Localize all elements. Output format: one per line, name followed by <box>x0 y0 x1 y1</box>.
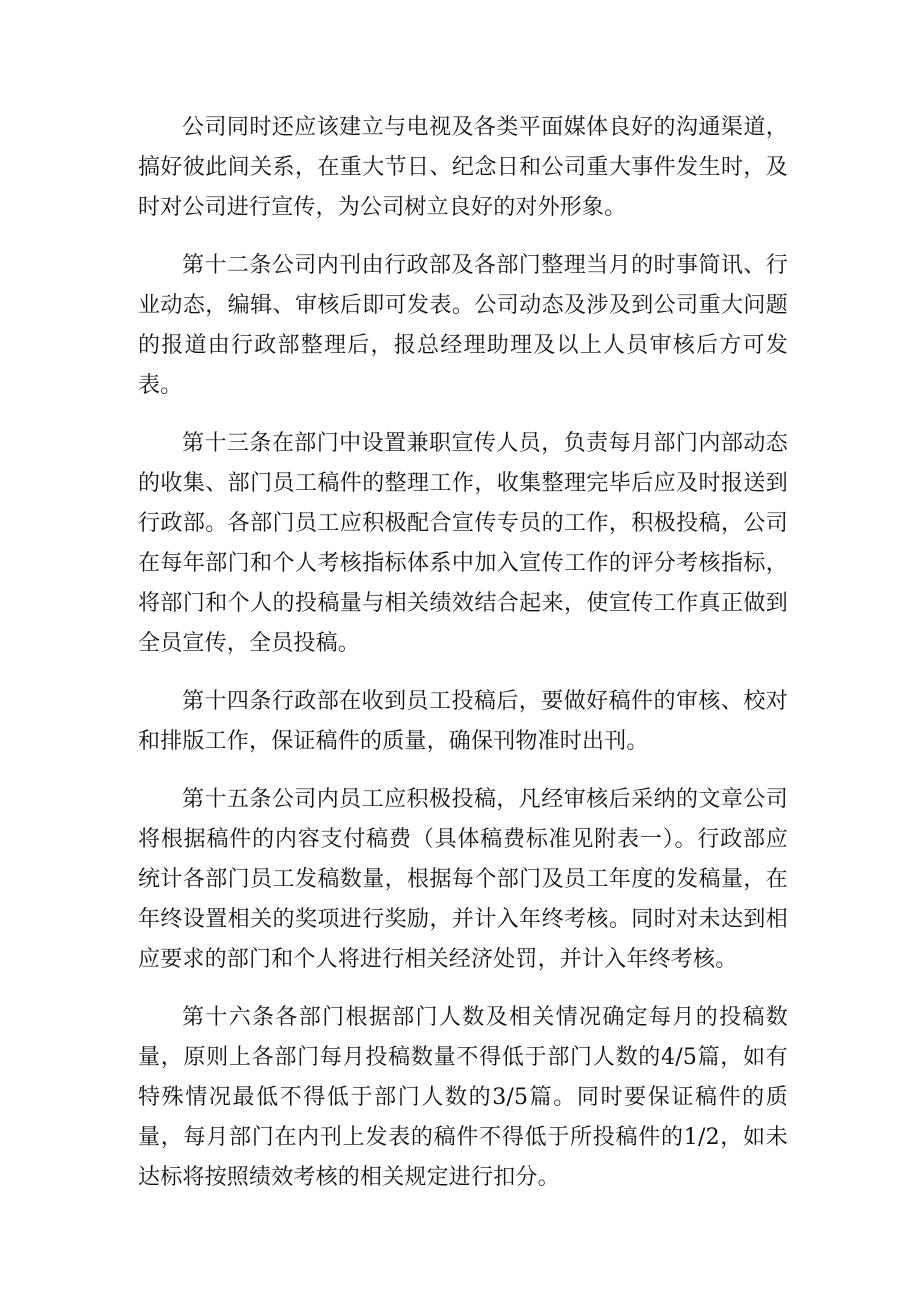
paragraph-article-15: 第十五条公司内员工应积极投稿，凡经审核后采纳的文章公司将根据稿件的内容支付稿费（具体稿费标准见附表一）。行政部应统计各部门员工发稿数量，根据每个部门及员工年度的发稿量，在年终设置相关的奖项进行奖励，并计入年终考核。同时对未达到相应要求的部门和个人将进行相关经济处罚，并计入年终考核。 <box>138 787 788 972</box>
paragraph-article-12: 第十二条公司内刊由行政部及各部门整理当月的时事简讯、行业动态，编辑、审核后即可发表。公司动态及涉及到公司重大问题的报道由行政部整理后，报总经理助理及以上人员审核后方可发表。 <box>138 253 788 398</box>
paragraph-media-relations: 公司同时还应该建立与电视及各类平面媒体良好的沟通渠道，搞好彼此间关系，在重大节日、纪念日和公司重大事件发生时，及时对公司进行宣传，为公司树立良好的对外形象。 <box>138 115 788 220</box>
paragraph-article-14: 第十四条行政部在收到员工投稿后，要做好稿件的审核、校对和排版工作，保证稿件的质量，确保刊物准时出刊。 <box>138 689 788 754</box>
paragraph-article-16: 第十六条各部门根据部门人数及相关情况确定每月的投稿数量，原则上各部门每月投稿数量不得低于部门人数的4/5篇，如有特殊情况最低不得低于部门人数的3/5篇。同时要保证稿件的质量，每月部门在内刊上发表的稿件不得低于所投稿件的1/2，如未达标将按照绩效考核的相关规定进行扣分。 <box>138 1005 788 1190</box>
paragraph-article-13: 第十三条在部门中设置兼职宣传人员，负责每月部门内部动态的收集、部门员工稿件的整理工作，收集整理完毕后应及时报送到行政部。各部门员工应积极配合宣传专员的工作，积极投稿，公司在每年部门和个人考核指标体系中加入宣传工作的评分考核指标，将部门和个人的投稿量与相关绩效结合起来，使宣传工作真正做到全员宣传，全员投稿。 <box>138 431 788 656</box>
document-body <box>138 108 788 1216</box>
